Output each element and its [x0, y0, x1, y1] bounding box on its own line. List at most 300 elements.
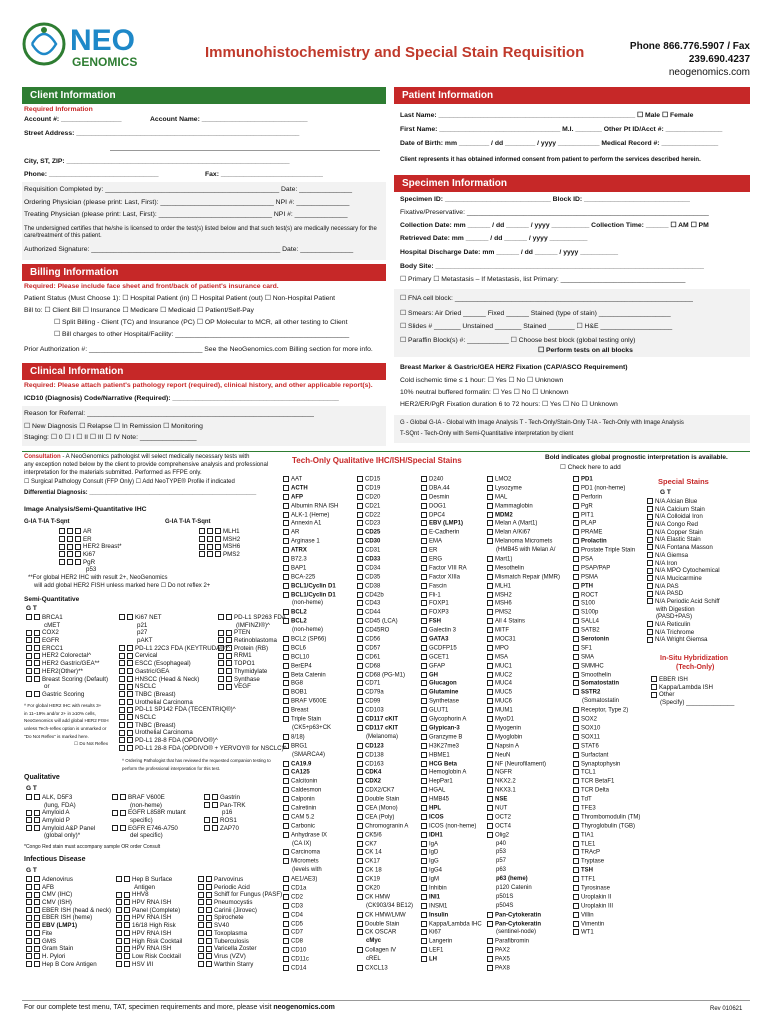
semiq-c2-item[interactable]: PD-L1 22C3 FDA (KEYTRUDA®)^	[137, 645, 287, 653]
checkbox[interactable]	[283, 672, 289, 678]
checkbox[interactable]	[116, 946, 122, 952]
checkbox[interactable]	[206, 953, 212, 959]
checkbox[interactable]	[127, 730, 133, 736]
special-item[interactable]: N/A Alcian Blue	[656, 498, 720, 506]
tech-c1-item[interactable]: Calretinin	[292, 805, 338, 814]
tech-c2-item[interactable]: CD103	[366, 707, 413, 716]
tech-c2-item[interactable]: CD117 cKIT	[366, 725, 413, 734]
tech-c4-item[interactable]: Lysozyme	[496, 485, 560, 494]
checkbox[interactable]	[573, 556, 579, 562]
perform-all-blocks-option[interactable]: ☐ Perform tests on all blocks	[538, 347, 633, 354]
checkbox[interactable]	[120, 810, 126, 816]
staging-options[interactable]: Staging: ☐ 0 ☐ I ☐ II ☐ III ☐ IV Note: _______________	[24, 434, 197, 441]
checkbox[interactable]	[421, 654, 427, 660]
checkbox[interactable]	[573, 832, 579, 838]
tech-c5-item[interactable]: TSH	[582, 867, 640, 876]
tech-c5-item[interactable]: PSMA	[582, 574, 640, 583]
semiq-c3-item[interactable]: RRM1	[236, 652, 286, 660]
checkbox[interactable]	[127, 699, 133, 705]
checkbox[interactable]	[34, 825, 40, 831]
checkbox[interactable]	[357, 547, 363, 553]
checkbox[interactable]	[647, 637, 653, 643]
checkbox[interactable]	[421, 636, 427, 642]
checkbox[interactable]	[421, 956, 427, 962]
tech-c2-item[interactable]: CK OSCAR	[366, 929, 413, 938]
tech-c5-item[interactable]: SATB2	[582, 627, 640, 636]
inf-c2-item[interactable]: HHV8	[134, 891, 182, 899]
checkbox[interactable]	[421, 494, 427, 500]
semiq-c3-item[interactable]: Thymidylate	[236, 668, 286, 676]
checkbox[interactable]	[119, 645, 125, 651]
tech-c2-item[interactable]: Chromogranin A	[366, 823, 413, 832]
checkbox[interactable]	[647, 521, 653, 527]
checkbox[interactable]	[120, 825, 126, 831]
tech-c3-item[interactable]: GCDFP15	[430, 645, 482, 654]
checkbox[interactable]	[573, 547, 579, 553]
tech-c4-item[interactable]: All 4 Stains	[496, 618, 560, 627]
tech-c2-item[interactable]: CD42b	[366, 592, 413, 601]
tech-c2-item[interactable]: CD79a	[366, 689, 413, 698]
inf-c2-item[interactable]: Panel (Complete)	[134, 907, 182, 915]
diagnosis-options[interactable]: ☐ New Diagnosis ☐ Relapse ☐ In Remission ☐ Monitoring	[24, 423, 203, 430]
checkbox[interactable]	[204, 817, 210, 823]
checkbox[interactable]	[127, 645, 133, 651]
tech-c3-item[interactable]: Glucagon	[430, 680, 482, 689]
tech-c2-item[interactable]: CD43	[366, 600, 413, 609]
tech-c4-item[interactable]: Mart1)	[496, 556, 560, 565]
inf-c2-item[interactable]: HPV RNA ISH	[134, 899, 182, 907]
checkbox[interactable]	[26, 907, 32, 913]
tech-c3-item[interactable]: DPC4	[430, 512, 482, 521]
checkbox[interactable]	[124, 953, 130, 959]
checkbox[interactable]	[119, 660, 125, 666]
tech-c5-item[interactable]: SF1	[582, 645, 640, 654]
tech-c3-item[interactable]: GATA3	[430, 636, 482, 645]
tech-c5-item[interactable]: Uroplakin III	[582, 903, 640, 912]
checkbox[interactable]	[357, 947, 363, 953]
discharge-date-field[interactable]: Hospital Discharge Date: mm ______ / dd ______ / yyyy __________	[400, 249, 619, 256]
checkbox[interactable]	[75, 544, 81, 550]
tech-c3-item[interactable]: Kappa/Lambda IHC	[430, 921, 482, 930]
special-item[interactable]: N/A Calcium Stain	[656, 506, 720, 514]
checkbox[interactable]	[573, 867, 579, 873]
semiq-c3-item[interactable]: TOPO1	[236, 660, 286, 668]
checkbox[interactable]	[573, 574, 579, 580]
checkbox[interactable]	[112, 810, 118, 816]
checkbox[interactable]	[421, 698, 427, 704]
tech-c3-item[interactable]: Langerin	[430, 938, 482, 947]
checkbox[interactable]	[573, 734, 579, 740]
checkbox[interactable]	[283, 636, 289, 642]
inf-c1-item[interactable]: EBER ISH (head & neck)	[44, 907, 111, 915]
checkbox[interactable]	[127, 722, 133, 728]
semiq-c3-item[interactable]: PD-L1 SP263 FDA	[236, 614, 286, 622]
checkbox[interactable]	[206, 884, 212, 890]
checkbox[interactable]	[357, 885, 363, 891]
tech-c4-item[interactable]: Napsin A	[496, 743, 560, 752]
checkbox[interactable]	[573, 876, 579, 882]
tech-c2-item[interactable]: CDX2	[366, 778, 413, 787]
checkbox[interactable]	[487, 912, 493, 918]
tech-c1-item[interactable]: BCL2	[292, 609, 338, 618]
checkbox[interactable]	[204, 802, 210, 808]
checkbox[interactable]	[283, 476, 289, 482]
checkbox[interactable]	[487, 600, 493, 606]
checkbox[interactable]	[226, 684, 232, 690]
tech-c5-item[interactable]: Thyroglobulin (TGB)	[582, 823, 640, 832]
checkbox[interactable]	[26, 915, 32, 921]
checkbox[interactable]	[198, 884, 204, 890]
checkbox[interactable]	[283, 583, 289, 589]
checkbox[interactable]	[112, 794, 118, 800]
checkbox[interactable]	[127, 653, 133, 659]
tech-c4-item[interactable]: Mammaglobin	[496, 503, 560, 512]
checkbox[interactable]	[198, 907, 204, 913]
tech-c4-item[interactable]: OCT2	[496, 814, 560, 823]
checkbox[interactable]	[34, 668, 40, 674]
special-item[interactable]: N/A Elastic Stain	[656, 536, 720, 544]
checkbox[interactable]	[647, 514, 653, 520]
tech-c1-item[interactable]: Carcinoma	[292, 849, 338, 858]
checkbox[interactable]	[357, 520, 363, 526]
checkbox[interactable]	[199, 536, 205, 542]
checkbox[interactable]	[75, 559, 81, 565]
checkbox[interactable]	[67, 536, 73, 542]
tech-c3-item[interactable]: GLUT1	[430, 707, 482, 716]
tech-c1-item[interactable]: BCL10	[292, 654, 338, 663]
checkbox[interactable]	[215, 544, 221, 550]
tech-c3-item[interactable]: INI1	[430, 894, 482, 903]
checkbox[interactable]	[119, 614, 125, 620]
checkbox[interactable]	[487, 965, 493, 971]
checkbox[interactable]	[573, 805, 579, 811]
tech-c3-item[interactable]: LH	[430, 956, 482, 965]
ordering-physician-field[interactable]: Ordering Physician (please print: Last, First): ______________________________ NPI #: ______________	[24, 199, 350, 206]
checkbox[interactable]	[573, 600, 579, 606]
tech-c1-item[interactable]: BCL6	[292, 645, 338, 654]
checkbox[interactable]	[34, 676, 40, 682]
checkbox[interactable]	[67, 551, 73, 557]
checkbox[interactable]	[573, 769, 579, 775]
checkbox[interactable]	[204, 825, 210, 831]
tech-c5-item[interactable]: TLE1	[582, 841, 640, 850]
checkbox[interactable]	[283, 618, 289, 624]
checkbox[interactable]	[357, 894, 363, 900]
checkbox[interactable]	[218, 684, 224, 690]
tech-c3-item[interactable]: Glycophorin A	[430, 716, 482, 725]
checkbox[interactable]	[357, 805, 363, 811]
tech-c4-item[interactable]: MUM1	[496, 707, 560, 716]
tech-c2-item[interactable]: CD71	[366, 680, 413, 689]
checkbox[interactable]	[283, 680, 289, 686]
semiq-c1-item[interactable]: ERCC1	[44, 645, 108, 653]
checkbox[interactable]	[421, 672, 427, 678]
tech-c5-item[interactable]: Serotonin	[582, 636, 640, 645]
semiq-c2-item[interactable]: PD-L1 28-8 FDA (OPDIVO®)^	[137, 737, 287, 745]
semiq-c2-item[interactable]: NSCLC	[137, 683, 287, 691]
split-billing-options[interactable]: ☐ Split Billing - Client (TC) and Insurance (PC) ☐ OP Molecular to MCR, all other testing to Client	[54, 319, 348, 326]
checkbox[interactable]	[487, 938, 493, 944]
tech-c4-item[interactable]: Pan-Cytokeratin	[496, 912, 560, 921]
checkbox[interactable]	[573, 761, 579, 767]
tech-c3-item[interactable]: IgM	[430, 876, 482, 885]
requisition-completed-field[interactable]: Requisition Completed by: ______________________________________________ Date: ______________	[24, 186, 353, 193]
checkbox[interactable]	[26, 938, 32, 944]
checkbox[interactable]	[59, 559, 65, 565]
tech-c3-item[interactable]: HCG Beta	[430, 761, 482, 770]
tech-c5-item[interactable]: Tryptase	[582, 858, 640, 867]
tech-c3-item[interactable]: HepPar1	[430, 778, 482, 787]
checkbox[interactable]	[116, 938, 122, 944]
tech-c4-item[interactable]: Myoglobin	[496, 734, 560, 743]
checkbox[interactable]	[357, 672, 363, 678]
inf-c2-item[interactable]: HPV RNA ISH	[134, 930, 182, 938]
checkbox[interactable]	[573, 636, 579, 642]
tech-c1-item[interactable]: Calcitonin	[292, 778, 338, 787]
checkbox[interactable]	[206, 907, 212, 913]
checkbox[interactable]	[421, 476, 427, 482]
checkbox[interactable]	[487, 725, 493, 731]
checkbox[interactable]	[357, 529, 363, 535]
checkbox[interactable]	[26, 660, 32, 666]
tech-c5-item[interactable]: PIT1	[582, 512, 640, 521]
tech-c1-item[interactable]: Albumin RNA ISH	[292, 503, 338, 512]
special-item[interactable]: N/A Congo Red	[656, 521, 720, 529]
tech-c5-item[interactable]: Prostate Triple Stain	[582, 547, 640, 556]
semiq-c1-item[interactable]: Gastric Scoring	[44, 691, 108, 699]
checkbox[interactable]	[116, 922, 122, 928]
checkbox[interactable]	[487, 823, 493, 829]
tech-c3-item[interactable]: ICOS (non-heme)	[430, 823, 482, 832]
checkbox[interactable]	[198, 938, 204, 944]
checkbox[interactable]	[421, 609, 427, 615]
checkbox[interactable]	[357, 636, 363, 642]
checkbox[interactable]	[421, 885, 427, 891]
checkbox[interactable]	[26, 825, 32, 831]
tech-c4-item[interactable]: NSE	[496, 796, 560, 805]
tech-c4-item[interactable]: Myogenin	[496, 725, 560, 734]
checkbox[interactable]	[218, 630, 224, 636]
tech-c1-item[interactable]: AFP	[292, 494, 338, 503]
checkbox[interactable]	[487, 832, 493, 838]
tech-c2-item[interactable]: CK HMW/LMW	[366, 912, 413, 921]
tech-c4-item[interactable]: MUC6	[496, 698, 560, 707]
checkbox[interactable]	[206, 915, 212, 921]
qual-c1-item[interactable]: Amyloid A&P Panel	[44, 825, 95, 833]
checkbox[interactable]	[198, 930, 204, 936]
checkbox[interactable]	[283, 832, 289, 838]
tech-c2-item[interactable]: CD20	[366, 494, 413, 503]
checkbox[interactable]	[34, 794, 40, 800]
checkbox[interactable]	[573, 672, 579, 678]
tech-c1-item[interactable]: CA125	[292, 769, 338, 778]
checkbox[interactable]	[283, 556, 289, 562]
checkbox[interactable]	[487, 645, 493, 651]
tech-c4-item[interactable]: PAX8	[496, 965, 560, 974]
tech-c3-item[interactable]: EMA	[430, 538, 482, 547]
qual-c2-item[interactable]: EGFR L858R mutant	[130, 809, 186, 817]
checkbox[interactable]	[487, 476, 493, 482]
tech-c5-item[interactable]: SOX2	[582, 716, 640, 725]
semiq-c2-item[interactable]: Cervical	[137, 652, 287, 660]
authorized-signature-field[interactable]: Authorized Signature: __________________________________________________ Date: ______________	[24, 246, 354, 253]
checkbox[interactable]	[487, 520, 493, 526]
checkbox[interactable]	[421, 841, 427, 847]
inf-c2-item[interactable]: HSV I/II	[134, 961, 182, 969]
semiq-c2-item[interactable]: PD-L1 SP142 FDA (TECENTRIQ®)^	[137, 706, 287, 714]
checkbox[interactable]	[26, 794, 32, 800]
checkbox[interactable]	[59, 528, 65, 534]
tech-c4-item[interactable]: Melanoma Micromets	[496, 538, 560, 547]
tech-c3-item[interactable]: HGAL	[430, 787, 482, 796]
checkbox[interactable]	[127, 745, 133, 751]
checkbox[interactable]	[198, 946, 204, 952]
checkbox[interactable]	[283, 743, 289, 749]
tech-c5-item[interactable]: Uroplakin II	[582, 894, 640, 903]
checkbox[interactable]	[647, 506, 653, 512]
insitu-item[interactable]: Kappa/Lambda ISH	[660, 684, 734, 692]
inf-c3-item[interactable]: Parvovirus	[216, 876, 282, 884]
checkbox[interactable]	[26, 691, 32, 697]
last-name-field[interactable]: Last Name: ____________________________________________________ ☐ Male ☐ Female	[400, 112, 694, 119]
checkbox[interactable]	[647, 529, 653, 535]
checkbox[interactable]	[283, 485, 289, 491]
tech-c2-item[interactable]: CK20	[366, 885, 413, 894]
inf-c3-item[interactable]: Periodic Acid	[216, 884, 282, 892]
tech-c5-item[interactable]: TCR BetaF1	[582, 778, 640, 787]
tech-c5-item[interactable]: PLAP	[582, 520, 640, 529]
checkbox[interactable]	[421, 627, 427, 633]
inf-c3-item[interactable]: Spirochete	[216, 914, 282, 922]
ia-left-item[interactable]: ER	[86, 536, 122, 544]
tech-c5-item[interactable]: TTF1	[582, 876, 640, 885]
special-item[interactable]: N/A Iron	[656, 560, 720, 568]
tech-c5-item[interactable]: Synaptophysin	[582, 761, 640, 770]
checkbox[interactable]	[119, 707, 125, 713]
tech-c2-item[interactable]: CD163	[366, 761, 413, 770]
inf-c2-item[interactable]: HPV RNA ISH	[134, 914, 182, 922]
tech-c5-item[interactable]: TCR Delta	[582, 787, 640, 796]
checkbox[interactable]	[647, 583, 653, 589]
checkbox[interactable]	[573, 725, 579, 731]
checkbox[interactable]	[67, 559, 73, 565]
checkbox[interactable]	[651, 676, 657, 682]
tech-c3-item[interactable]: Ki67	[430, 929, 482, 938]
checkbox[interactable]	[283, 947, 289, 953]
checkbox[interactable]	[357, 778, 363, 784]
tech-c5-item[interactable]: WT1	[582, 929, 640, 938]
checkbox[interactable]	[283, 592, 289, 598]
tech-c5-item[interactable]: ROCT	[582, 592, 640, 601]
checkbox[interactable]	[119, 676, 125, 682]
checkbox[interactable]	[647, 552, 653, 558]
tech-c1-item[interactable]: CD3	[292, 903, 338, 912]
checkbox[interactable]	[283, 938, 289, 944]
checkbox[interactable]	[357, 867, 363, 873]
checkbox[interactable]	[283, 929, 289, 935]
checkbox[interactable]	[283, 547, 289, 553]
tech-c1-item[interactable]: CD11c	[292, 956, 338, 965]
checkbox[interactable]	[226, 660, 232, 666]
checkbox[interactable]	[357, 689, 363, 695]
checkbox[interactable]	[75, 528, 81, 534]
checkbox[interactable]	[421, 894, 427, 900]
checkbox[interactable]	[487, 947, 493, 953]
tech-c3-item[interactable]: Desmin	[430, 494, 482, 503]
tech-c5-item[interactable]: TdT	[582, 796, 640, 805]
checkbox[interactable]	[421, 903, 427, 909]
tech-c5-item[interactable]: SOX10	[582, 725, 640, 734]
fixation-duration-question[interactable]: HER2/ER/PgR Fixation duration 6 to 72 hours: ☐ Yes ☐ No ☐ Unknown	[400, 401, 618, 408]
semiq-c2-item[interactable]: Urothelial Carcinoma	[137, 729, 287, 737]
inf-c2-item[interactable]: High Risk Cocktail	[134, 938, 182, 946]
checkbox[interactable]	[283, 698, 289, 704]
tech-c3-item[interactable]: GFAP	[430, 663, 482, 672]
checkbox[interactable]	[226, 637, 232, 643]
checkbox[interactable]	[198, 876, 204, 882]
checkbox[interactable]	[421, 512, 427, 518]
checkbox[interactable]	[487, 574, 493, 580]
tech-c4-item[interactable]: NUT	[496, 805, 560, 814]
checkbox[interactable]	[127, 684, 133, 690]
checkbox[interactable]	[647, 498, 653, 504]
checkbox[interactable]	[127, 660, 133, 666]
checkbox[interactable]	[421, 574, 427, 580]
checkbox[interactable]	[573, 903, 579, 909]
special-item[interactable]: N/A Reticulin	[656, 621, 720, 629]
checkbox[interactable]	[421, 707, 427, 713]
checkbox[interactable]	[421, 520, 427, 526]
special-item[interactable]: N/A Fontana Masson	[656, 544, 720, 552]
tech-c1-item[interactable]: AE1/AE3)	[292, 876, 338, 885]
semiq-c1-item[interactable]: HER2 Colorectal^	[44, 652, 108, 660]
checkbox[interactable]	[421, 645, 427, 651]
checkbox[interactable]	[487, 592, 493, 598]
checkbox[interactable]	[124, 922, 130, 928]
checkbox[interactable]	[283, 654, 289, 660]
tech-c3-item[interactable]: Galectin 3	[430, 627, 482, 636]
tech-c2-item[interactable]: CD99	[366, 698, 413, 707]
checkbox[interactable]	[421, 538, 427, 544]
inf-c3-item[interactable]: Virus (VZV)	[216, 953, 282, 961]
tech-c1-item[interactable]: CD4	[292, 912, 338, 921]
tech-c4-item[interactable]: MUC5	[496, 689, 560, 698]
checkbox[interactable]	[573, 494, 579, 500]
checkbox[interactable]	[26, 810, 32, 816]
tech-c5-item[interactable]: PSA	[582, 556, 640, 565]
checkbox[interactable]	[34, 930, 40, 936]
tech-c3-item[interactable]: FOXP3	[430, 609, 482, 618]
semiq-c3-item[interactable]: Retinoblastoma	[236, 637, 286, 645]
checkbox[interactable]	[26, 645, 32, 651]
checkbox[interactable]	[573, 627, 579, 633]
tech-c3-item[interactable]: Factor XIIIa	[430, 574, 482, 583]
checkbox[interactable]	[357, 796, 363, 802]
checkbox[interactable]	[124, 946, 130, 952]
tech-c2-item[interactable]: CK5/6	[366, 832, 413, 841]
tech-c1-item[interactable]: BAP1	[292, 565, 338, 574]
tech-c4-item[interactable]: MUC1	[496, 663, 560, 672]
checkbox[interactable]	[116, 915, 122, 921]
tech-c2-item[interactable]: Double Stain	[366, 796, 413, 805]
checkbox[interactable]	[421, 734, 427, 740]
tech-c2-item[interactable]: CEA (Mono)	[366, 805, 413, 814]
checkbox[interactable]	[218, 614, 224, 620]
checkbox[interactable]	[573, 841, 579, 847]
tech-c4-item[interactable]: Olig2	[496, 832, 560, 841]
checkbox[interactable]	[26, 668, 32, 674]
tech-c1-item[interactable]: Anhydrase IX	[292, 832, 338, 841]
